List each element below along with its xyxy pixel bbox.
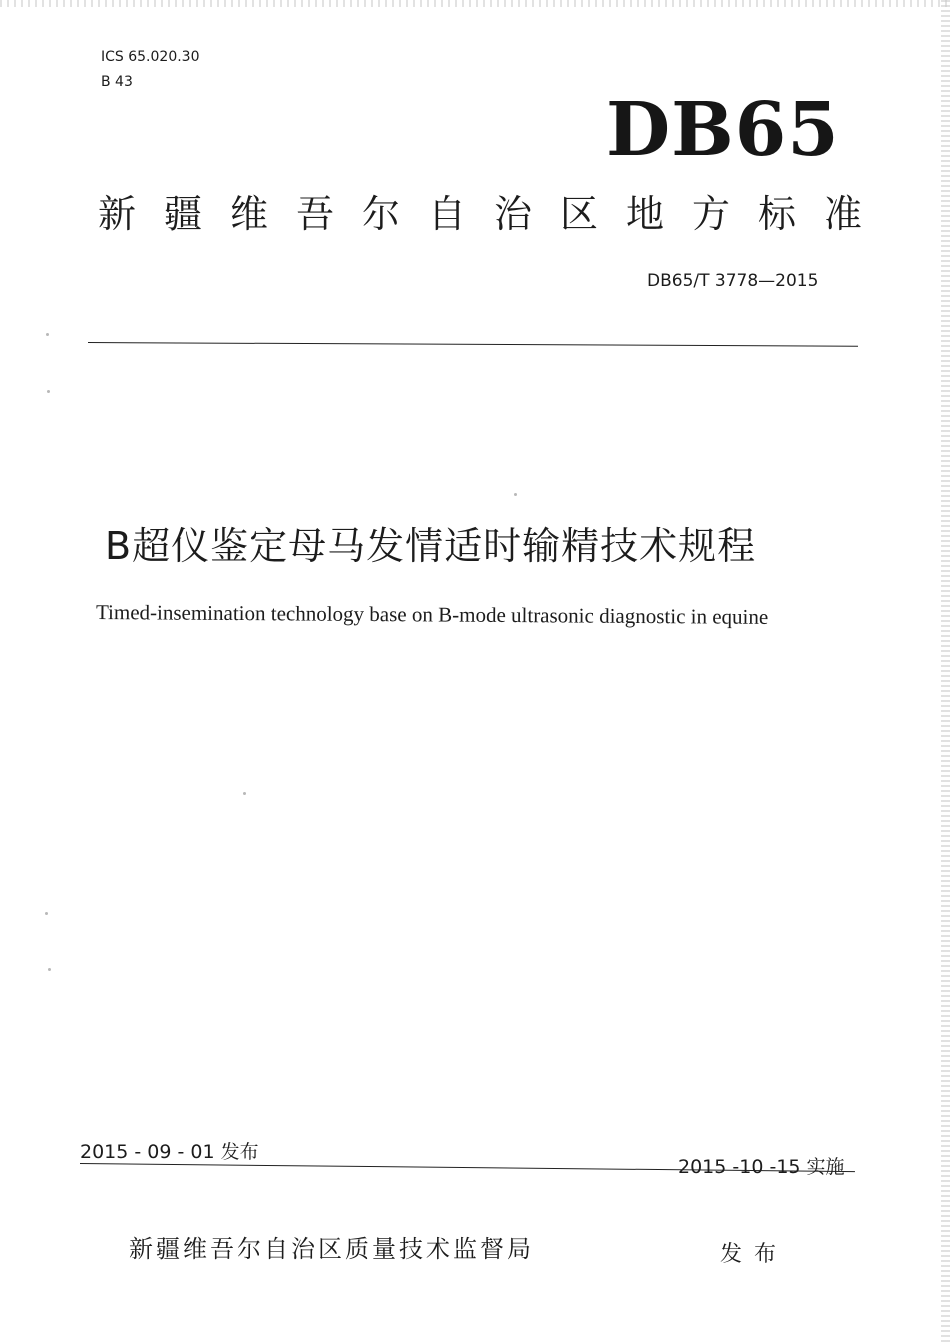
scan-edge-top [0, 0, 950, 7]
title-english: Timed-insemination technology base on B-mode ultrasonic diagnostic in equine [95, 600, 769, 629]
header-divider [88, 342, 858, 347]
issuing-authority: 新疆维吾尔自治区质量技术监督局 [129, 1235, 534, 1263]
scan-speck [47, 390, 50, 393]
ccs-code: B 43 [101, 74, 133, 90]
scan-edge-right [941, 0, 950, 1344]
issue-label: 发布 [720, 1242, 789, 1267]
scan-speck [48, 968, 51, 971]
db65-logo: DB65 [606, 87, 840, 173]
scan-speck [46, 333, 49, 336]
ics-code: ICS 65.020.30 [101, 49, 200, 65]
publish-date: 2015 - 09 - 01 发布 [80, 1141, 259, 1163]
scan-speck [514, 493, 517, 496]
implementation-date: 2015 -10 -15 实施 [678, 1156, 845, 1178]
scan-speck [243, 792, 246, 795]
title-chinese: B超仪鉴定母马发情适时输精技术规程 [105, 524, 757, 568]
standard-type: 新疆维吾尔自治区地方标准 [98, 192, 891, 236]
standard-number: DB65/T 3778—2015 [647, 271, 819, 291]
scan-speck [45, 912, 48, 915]
